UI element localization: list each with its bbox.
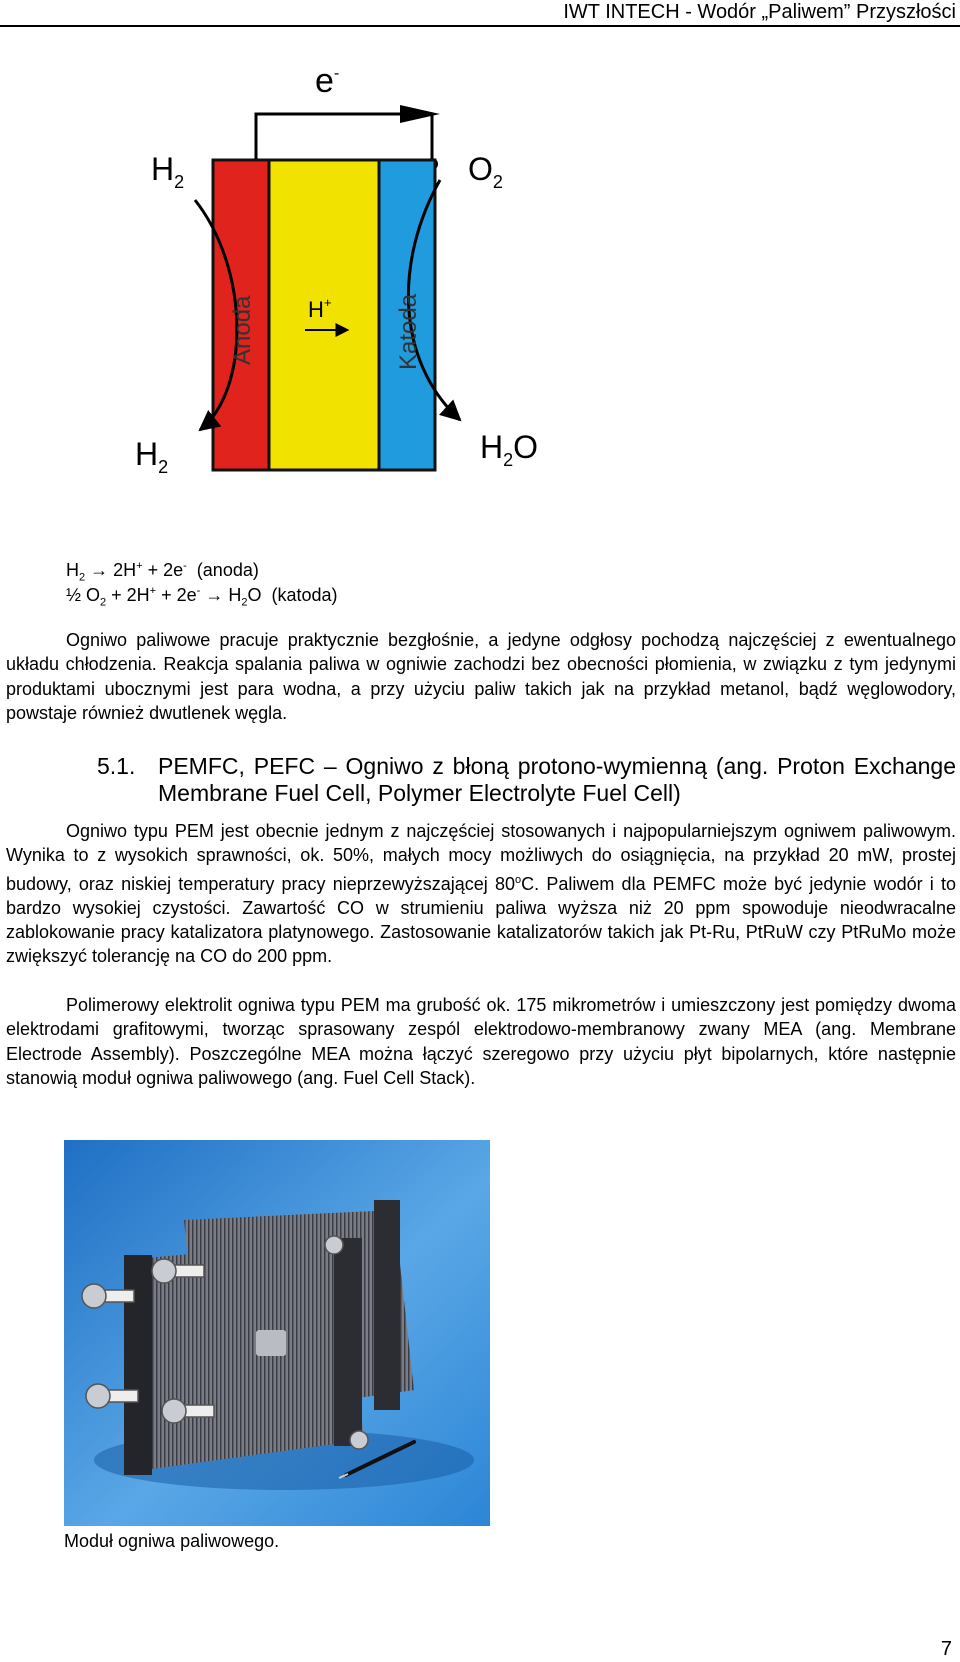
fuel-cell-diagram: [135, 60, 580, 510]
section-number: 5.1.: [97, 753, 136, 779]
paragraph-pem-overview: Ogniwo typu PEM jest obecnie jednym z najczęściej stosowanych i najpopularniejszym ogniwem paliwowym. Wynika to z wysokich sprawności, ok. 50%, małych mocy możliwych do osiągnięcia, na przykład 20 mW, prostej budowy, oraz niskiej temperatury pracy nieprzewyższającej 80$^o$C. Paliwem dla PEMFC może być jedynie wodór i to bardzo wysokiej czystości. Zawartość CO w strumieniu paliwa wyższa niż 20 ppm spowoduje nieodwracalne zablokowanie pracy katalizatora platynowego. Zastosowanie katalizatorów takich jak Pt-Ru, PtRuW czy PtRuMo może zwiększyć tolerancję na CO do 200 ppm.: [6, 821, 957, 967]
section-title: PEMFC, PEFC – Ogniwo z błoną protono-wymienną (ang. Proton Exchange Membrane Fuel Cell, Polymer Electrolyte Fuel Cell): [158, 753, 956, 806]
h2-outlet-label: $H_2$: [135, 436, 169, 477]
h2o-outlet-label: $H_2O$: [480, 429, 539, 470]
cathode-equation: ½ $O_2 + 2H^+ + 2e^- \to H_2O$ (katoda): [66, 585, 338, 609]
page-number: 7: [940, 1638, 952, 1660]
electron-label: e-: [315, 62, 340, 100]
paragraph-noise-and-byproducts: Ogniwo paliwowe pracuje praktycznie bezgłośnie, a jedyne odgłosy pochodzą najczęściej z ewentualnego układu chłodzenia. Reakcja spalania paliwa w ogniwie zachodzi bez obecności płomienia, w związku z tym jedynymi produktami ubocznymi jest para wodna, a przy użyciu paliw takich jak na przykład metanol, bądź węglowodory, powstaje również dwutlenek węgla.: [6, 630, 956, 723]
anode-label: Anoda: [229, 295, 256, 365]
page-header: [0, 0, 960, 27]
electron-arrow-icon: [400, 105, 440, 123]
o2-inlet-label: $O_2$: [468, 151, 503, 192]
h2-inlet-label: $H_2$: [151, 151, 185, 192]
paragraph-polymer-electrolyte: Polimerowy elektrolit ogniwa typu PEM ma grubość ok. 175 mikrometrów i umieszczony jest pomiędzy dwoma elektrodami grafitowymi, tworząc sprasowany zespól elektrodowo-membranowy zwany MEA (ang. Membrane Electrode Assembly). Poszczególne MEA można łączyć szeregowo przy użyciu płyt bipolarnych, które następnie stanowią moduł ogniwa paliwowego (ang. Fuel Cell Stack).: [6, 995, 956, 1088]
anode-equation: $H_2 \to 2H^+ + 2e^-$ (anoda): [66, 560, 259, 584]
cathode-label: Katoda: [395, 293, 422, 370]
proton-label: H+: [308, 295, 332, 322]
header-rule: [0, 25, 960, 27]
header-title: IWT INTECH - Wodór „Paliwem” Przyszłości: [563, 1, 956, 23]
figure-caption: Moduł ogniwa paliwowego.: [64, 1531, 280, 1551]
electrolyte-layer: [269, 160, 379, 470]
fuel-cell-stack-photo: [64, 1140, 490, 1526]
